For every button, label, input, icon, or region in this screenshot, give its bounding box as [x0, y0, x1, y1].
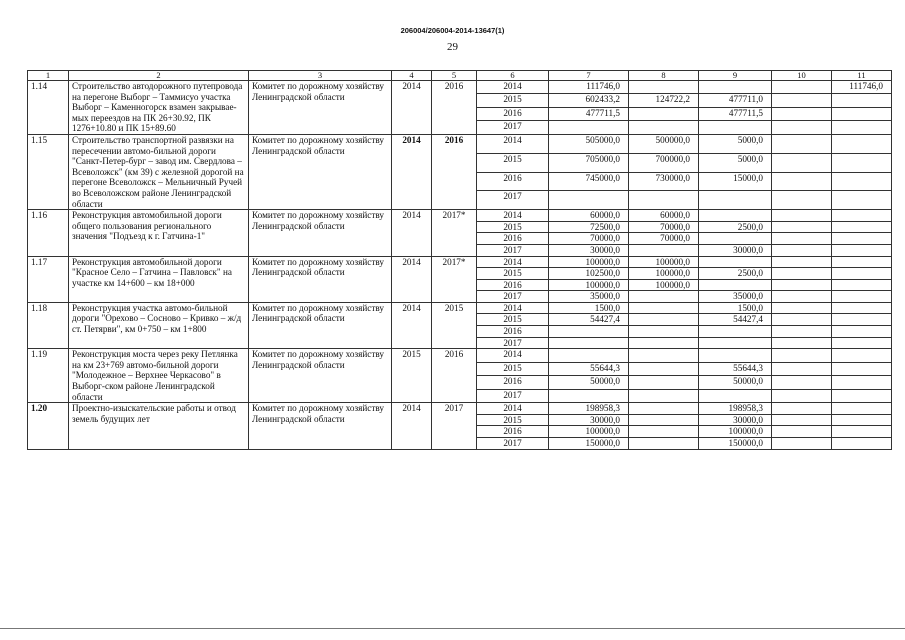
federal-cell [629, 414, 699, 426]
row-number: 1.15 [28, 134, 69, 209]
regional-cell [699, 349, 772, 362]
col-header: 5 [432, 71, 477, 81]
col-header: 6 [477, 71, 549, 81]
local-cell [772, 314, 832, 326]
year-cell: 2014 [477, 134, 549, 153]
year-cell: 2017 [477, 389, 549, 403]
total-cell: 477711,5 [549, 107, 629, 120]
local-cell [772, 389, 832, 403]
year-cell: 2017 [477, 337, 549, 349]
total-cell: 54427,4 [549, 314, 629, 326]
local-cell [772, 326, 832, 338]
regional-cell [699, 191, 772, 210]
federal-cell [629, 302, 699, 314]
regional-cell: 50000,0 [699, 376, 772, 389]
local-cell [772, 221, 832, 233]
other-cell [832, 426, 892, 438]
regional-cell: 35000,0 [699, 291, 772, 303]
federal-cell [629, 426, 699, 438]
federal-cell [629, 362, 699, 375]
year-cell: 2017 [477, 121, 549, 135]
project-name: Реконструкция участка автомо-бильной дороги "Орехово – Сосново – Кривко – ж/д ст. Петярви", км 0+750 – км 1+800 [69, 302, 249, 348]
other-cell [832, 153, 892, 172]
document-id: 206004/206004-2014-13647(1) [400, 26, 505, 35]
federal-cell [629, 326, 699, 338]
local-cell [772, 256, 832, 268]
start-year: 2014 [392, 256, 432, 302]
federal-cell [629, 438, 699, 450]
total-cell: 602433,2 [549, 94, 629, 107]
year-cell: 2016 [477, 233, 549, 245]
regional-cell: 55644,3 [699, 362, 772, 375]
year-cell: 2017 [477, 244, 549, 256]
end-year: 2016 [432, 349, 477, 403]
year-cell: 2017 [477, 438, 549, 450]
regional-cell: 1500,0 [699, 302, 772, 314]
year-cell: 2017 [477, 291, 549, 303]
total-cell: 30000,0 [549, 244, 629, 256]
row-number: 1.17 [28, 256, 69, 302]
table-row [28, 349, 892, 362]
total-cell: 1500,0 [549, 302, 629, 314]
executor: Комитет по дорожному хозяйству Ленинградской области [249, 134, 392, 209]
other-cell [832, 376, 892, 389]
local-cell [772, 94, 832, 107]
federal-cell [629, 376, 699, 389]
local-cell [772, 210, 832, 222]
regional-cell: 54427,4 [699, 314, 772, 326]
project-name: Строительство автодорожного путепровода на перегоне Выборг – Таммисуо участка Выборг – Каменногорск взамен закрывае-мых переездов на ПК 26+30.92, ПК 1276+10.80 и ПК 15+89.60 [69, 81, 249, 135]
total-cell: 30000,0 [549, 414, 629, 426]
federal-cell: 500000,0 [629, 134, 699, 153]
regional-cell: 30000,0 [699, 244, 772, 256]
footer-rule [0, 628, 905, 629]
local-cell [772, 268, 832, 280]
start-year: 2014 [392, 302, 432, 348]
table-row [28, 134, 892, 153]
local-cell [772, 403, 832, 415]
other-cell [832, 244, 892, 256]
col-header: 8 [629, 71, 699, 81]
year-cell: 2014 [477, 210, 549, 222]
total-cell: 705000,0 [549, 153, 629, 172]
start-year: 2015 [392, 349, 432, 403]
federal-cell [629, 349, 699, 362]
local-cell [772, 172, 832, 191]
regional-cell: 30000,0 [699, 414, 772, 426]
year-cell: 2015 [477, 414, 549, 426]
federal-cell [629, 244, 699, 256]
local-cell [772, 121, 832, 135]
federal-cell [629, 81, 699, 94]
total-cell: 100000,0 [549, 256, 629, 268]
regional-cell: 15000,0 [699, 172, 772, 191]
year-cell: 2014 [477, 349, 549, 362]
year-cell: 2016 [477, 279, 549, 291]
end-year: 2015 [432, 302, 477, 348]
other-cell [832, 107, 892, 120]
end-year: 2016 [432, 134, 477, 209]
table-row [28, 81, 892, 94]
local-cell [772, 244, 832, 256]
total-cell [549, 337, 629, 349]
total-cell: 745000,0 [549, 172, 629, 191]
regional-cell [699, 279, 772, 291]
end-year: 2017 [432, 403, 477, 449]
total-cell: 198958,3 [549, 403, 629, 415]
executor: Комитет по дорожному хозяйству Ленинградской области [249, 210, 392, 256]
other-cell [832, 362, 892, 375]
local-cell [772, 291, 832, 303]
regional-cell [699, 389, 772, 403]
project-name: Реконструкция моста через реку Петлянка на км 23+769 автомо-бильной дороги "Молодежное – Верхнее Черкасово" в Выборг-ском районе Ленинградской области [69, 349, 249, 403]
table-row [28, 210, 892, 222]
total-cell [549, 121, 629, 135]
regional-cell: 5000,0 [699, 153, 772, 172]
other-cell [832, 414, 892, 426]
other-cell [832, 291, 892, 303]
year-cell: 2016 [477, 326, 549, 338]
col-header: 10 [772, 71, 832, 81]
federal-cell: 70000,0 [629, 233, 699, 245]
total-cell [549, 389, 629, 403]
year-cell: 2014 [477, 256, 549, 268]
local-cell [772, 233, 832, 245]
col-header: 9 [699, 71, 772, 81]
regional-cell: 2500,0 [699, 221, 772, 233]
regional-cell [699, 233, 772, 245]
regional-cell: 477711,0 [699, 94, 772, 107]
other-cell [832, 221, 892, 233]
federal-cell: 124722,2 [629, 94, 699, 107]
year-cell: 2015 [477, 314, 549, 326]
local-cell [772, 337, 832, 349]
federal-cell [629, 403, 699, 415]
total-cell: 35000,0 [549, 291, 629, 303]
row-number: 1.19 [28, 349, 69, 403]
local-cell [772, 191, 832, 210]
local-cell [772, 414, 832, 426]
local-cell [772, 302, 832, 314]
regional-cell: 477711,5 [699, 107, 772, 120]
year-cell: 2014 [477, 302, 549, 314]
other-cell [832, 314, 892, 326]
other-cell [832, 337, 892, 349]
other-cell [832, 134, 892, 153]
federal-cell: 70000,0 [629, 221, 699, 233]
start-year: 2014 [392, 81, 432, 135]
local-cell [772, 376, 832, 389]
total-cell: 60000,0 [549, 210, 629, 222]
year-cell: 2015 [477, 221, 549, 233]
col-header: 11 [832, 71, 892, 81]
total-cell [549, 191, 629, 210]
local-cell [772, 279, 832, 291]
regional-cell [699, 81, 772, 94]
local-cell [772, 153, 832, 172]
total-cell: 102500,0 [549, 268, 629, 280]
page-number: 29 [447, 41, 458, 53]
local-cell [772, 426, 832, 438]
total-cell: 111746,0 [549, 81, 629, 94]
year-cell: 2015 [477, 94, 549, 107]
row-number: 1.18 [28, 302, 69, 348]
regional-cell [699, 210, 772, 222]
start-year: 2014 [392, 403, 432, 449]
col-header: 4 [392, 71, 432, 81]
other-cell [832, 403, 892, 415]
total-cell: 70000,0 [549, 233, 629, 245]
project-name: Строительство транспортной развязки на пересечении автомо-бильной дороги "Санкт-Петер-бург – завод им. Свердлова – Всеволожск" (км 39) с железной дорогой на перегоне Всеволожск – Мельничный Ручей во Всеволожском районе Ленинградской области [69, 134, 249, 209]
federal-cell: 60000,0 [629, 210, 699, 222]
federal-cell: 700000,0 [629, 153, 699, 172]
federal-cell [629, 107, 699, 120]
federal-cell: 730000,0 [629, 172, 699, 191]
executor: Комитет по дорожному хозяйству Ленинградской области [249, 349, 392, 403]
col-header: 7 [549, 71, 629, 81]
row-number: 1.20 [28, 403, 69, 449]
year-cell: 2014 [477, 81, 549, 94]
other-cell [832, 256, 892, 268]
start-year: 2014 [392, 210, 432, 256]
regional-cell [699, 121, 772, 135]
total-cell: 72500,0 [549, 221, 629, 233]
federal-cell: 100000,0 [629, 268, 699, 280]
other-cell [832, 233, 892, 245]
other-cell [832, 438, 892, 450]
local-cell [772, 134, 832, 153]
end-year: 2016 [432, 81, 477, 135]
local-cell [772, 81, 832, 94]
other-cell [832, 94, 892, 107]
executor: Комитет по дорожному хозяйству Ленинградской области [249, 256, 392, 302]
other-cell [832, 210, 892, 222]
federal-cell: 100000,0 [629, 279, 699, 291]
other-cell [832, 121, 892, 135]
federal-cell [629, 337, 699, 349]
year-cell: 2017 [477, 191, 549, 210]
year-cell: 2015 [477, 268, 549, 280]
year-cell: 2015 [477, 362, 549, 375]
other-cell [832, 172, 892, 191]
regional-cell: 100000,0 [699, 426, 772, 438]
year-cell: 2014 [477, 403, 549, 415]
regional-cell [699, 326, 772, 338]
local-cell [772, 349, 832, 362]
executor: Комитет по дорожному хозяйству Ленинградской области [249, 403, 392, 449]
other-cell [832, 302, 892, 314]
executor: Комитет по дорожному хозяйству Ленинградской области [249, 302, 392, 348]
total-cell: 100000,0 [549, 279, 629, 291]
federal-cell [629, 191, 699, 210]
total-cell: 150000,0 [549, 438, 629, 450]
other-cell [832, 268, 892, 280]
end-year: 2017* [432, 256, 477, 302]
table-row [28, 302, 892, 314]
project-name: Проектно-изыскательские работы и отвод земель будущих лет [69, 403, 249, 449]
federal-cell [629, 314, 699, 326]
col-header: 2 [69, 71, 249, 81]
regional-cell: 198958,3 [699, 403, 772, 415]
header-row [28, 71, 892, 81]
federal-cell [629, 389, 699, 403]
end-year: 2017* [432, 210, 477, 256]
regional-cell [699, 337, 772, 349]
row-number: 1.16 [28, 210, 69, 256]
total-cell: 505000,0 [549, 134, 629, 153]
total-cell: 100000,0 [549, 426, 629, 438]
local-cell [772, 107, 832, 120]
col-header: 1 [28, 71, 69, 81]
total-cell [549, 349, 629, 362]
federal-cell [629, 121, 699, 135]
program-table [27, 70, 892, 450]
project-name: Реконструкция автомобильной дороги "Красное Село – Гатчина – Павловск" на участке км 14+600 – км 18+000 [69, 256, 249, 302]
other-cell [832, 191, 892, 210]
regional-cell: 150000,0 [699, 438, 772, 450]
year-cell: 2016 [477, 426, 549, 438]
total-cell [549, 326, 629, 338]
other-cell: 111746,0 [832, 81, 892, 94]
year-cell: 2015 [477, 153, 549, 172]
col-header: 3 [249, 71, 392, 81]
year-cell: 2016 [477, 376, 549, 389]
regional-cell: 2500,0 [699, 268, 772, 280]
local-cell [772, 362, 832, 375]
project-name: Реконструкция автомобильной дороги общего пользования регионального значения "Подъезд к г. Гатчина-1" [69, 210, 249, 256]
regional-cell: 5000,0 [699, 134, 772, 153]
row-number: 1.14 [28, 81, 69, 135]
total-cell: 55644,3 [549, 362, 629, 375]
start-year: 2014 [392, 134, 432, 209]
year-cell: 2016 [477, 107, 549, 120]
year-cell: 2016 [477, 172, 549, 191]
other-cell [832, 389, 892, 403]
other-cell [832, 326, 892, 338]
regional-cell [699, 256, 772, 268]
executor: Комитет по дорожному хозяйству Ленинградской области [249, 81, 392, 135]
total-cell: 50000,0 [549, 376, 629, 389]
table-row [28, 403, 892, 415]
federal-cell [629, 291, 699, 303]
other-cell [832, 279, 892, 291]
federal-cell: 100000,0 [629, 256, 699, 268]
other-cell [832, 349, 892, 362]
local-cell [772, 438, 832, 450]
table-row [28, 256, 892, 268]
